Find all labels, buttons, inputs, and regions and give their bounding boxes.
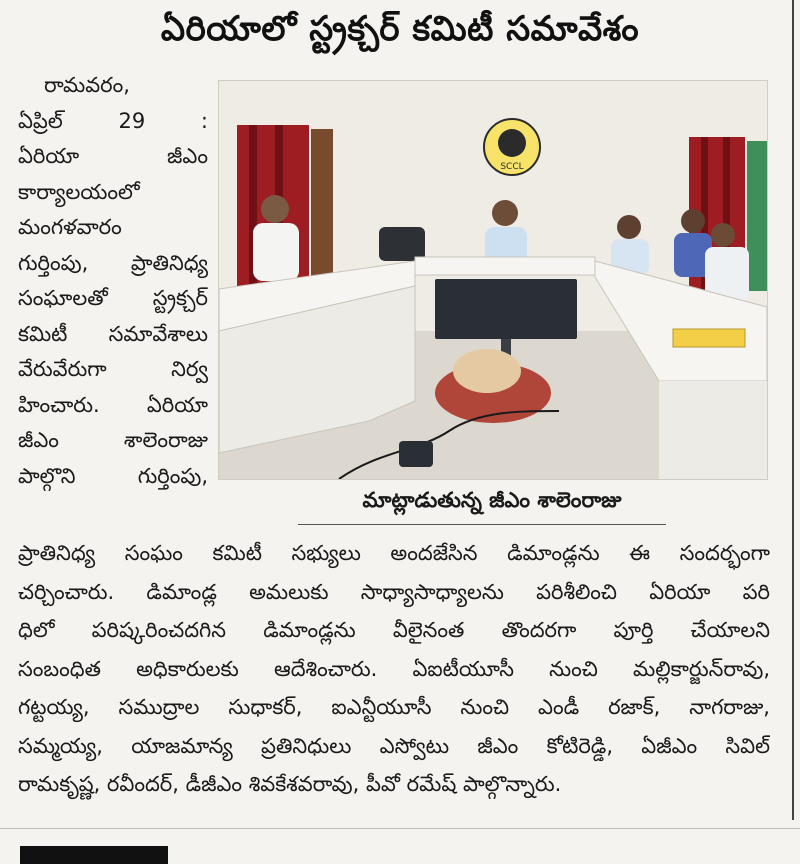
left-line: మంగళవారం xyxy=(18,215,122,239)
left-line: కమిటీ సమావేశాలు xyxy=(18,321,208,346)
svg-text:SCCL: SCCL xyxy=(500,162,524,172)
page-bottom-rule xyxy=(0,828,800,829)
left-line: సంఘాలతో స్ట్రక్చర్ xyxy=(18,286,208,310)
sccl-logo xyxy=(484,119,540,175)
photo-caption: మాట్లాడుతున్న జీఎం శాలెంరాజు xyxy=(362,488,622,512)
body-line: సమ్మయ్య, యాజమాన్య ప్రతినిధులు ఎస్వోటు జీఎం కోటిరెడ్డి, ఏజీఎం సివిల్ xyxy=(18,733,770,758)
body-line: ప్రాతినిధ్య సంఘం కమిటీ సభ్యులు అందజేసిన డిమాండ్లను ఈ సందర్భంగా xyxy=(18,541,770,565)
left-line: ఏప్రిల్ 29 : xyxy=(18,108,208,133)
meeting-room-illustration xyxy=(219,81,767,479)
meeting-photo xyxy=(218,80,768,480)
body-line: సంబంధిత అధికారులకు ఆదేశించారు. ఏఐటీయూసీ నుంచి మల్లికార్జున్‌రావు, xyxy=(18,656,770,681)
article-body xyxy=(18,534,770,804)
headline: ఏరియాలో స్ట్రక్చర్ కమిటీ సమావేశం xyxy=(160,9,640,49)
left-line: వేరువేరుగా నిర్వ xyxy=(18,357,208,381)
column-divider xyxy=(792,0,794,820)
left-line: హించారు. ఏరియా xyxy=(18,392,208,417)
next-article-header-block xyxy=(20,846,168,864)
left-line: కార్యాలయంలో xyxy=(18,179,140,204)
left-line: రామవరం, xyxy=(44,73,130,97)
left-line: ఏరియా జీఎం xyxy=(18,144,208,168)
body-line: చర్చించారు. డిమాండ్ల అమలుకు సాధ్యాసాధ్యాలను పరిశీలించి ఏరియా పరి xyxy=(18,579,770,604)
body-line: గట్టయ్య, సముద్రాల సుధాకర్, ఐఎన్టీయూసీ నుంచి ఎండీ రజాక్, నాగరాజు, xyxy=(18,695,770,719)
left-line: జీఎం శాలెంరాజు xyxy=(18,428,208,452)
left-line: గుర్తింపు, ప్రాతినిధ్య xyxy=(18,250,208,275)
tv-monitor xyxy=(435,279,577,339)
left-column-text xyxy=(18,68,208,494)
body-line: రామకృష్ణ, రవీందర్, డీజీఎం శివకేశవరావు, పీవో రమేష్ పాల్గొన్నారు. xyxy=(18,772,562,796)
body-line: ధిలో పరిష్కరించదగిన డిమాండ్లను వీలైనంత తొందరగా పూర్తి చేయాలని xyxy=(18,618,770,642)
caption-divider xyxy=(298,524,666,525)
left-line: పాల్గొని గుర్తింపు, xyxy=(18,463,208,488)
